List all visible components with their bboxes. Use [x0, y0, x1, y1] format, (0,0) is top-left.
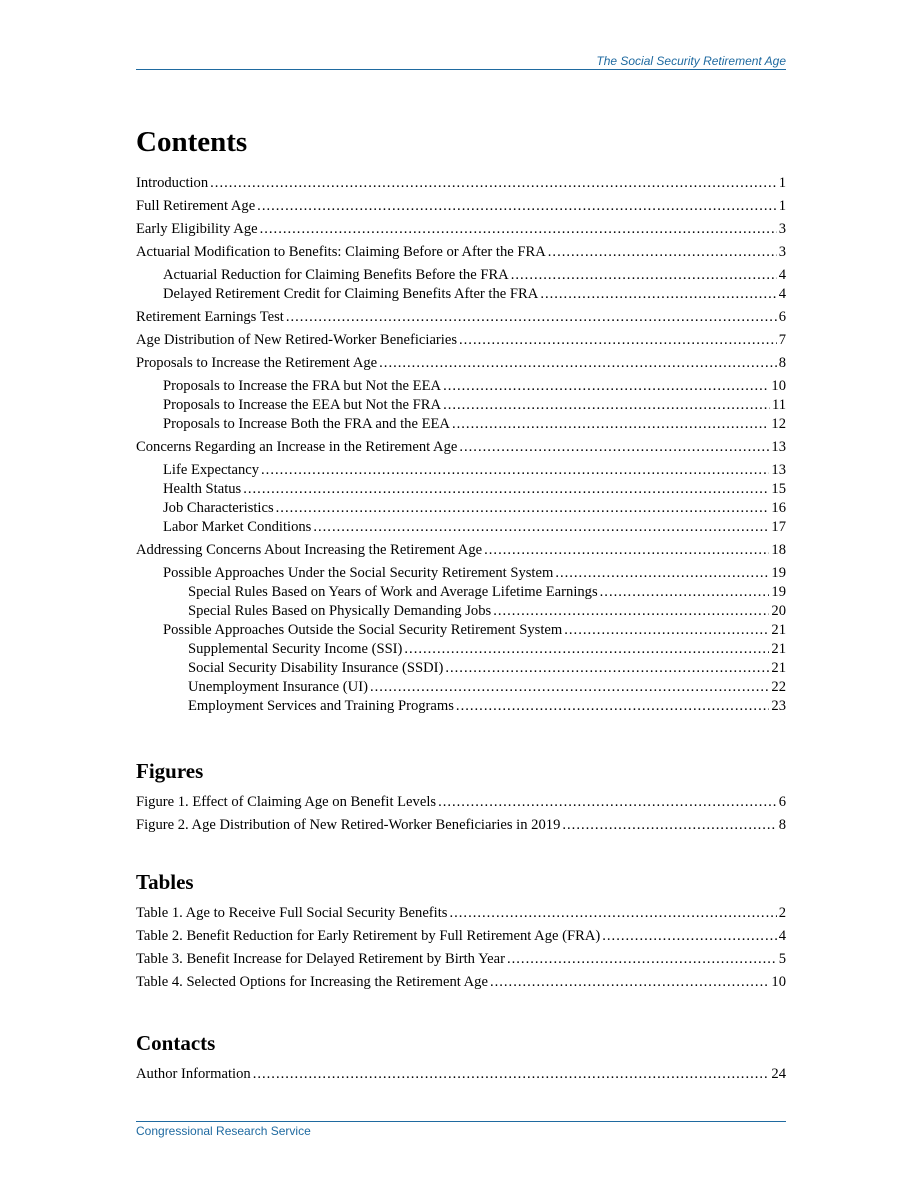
toc-entry[interactable]: Concerns Regarding an Increase in the Retirement Age ..... 13	[136, 438, 786, 457]
toc-entry[interactable]: Labor Market Conditions ..... 17	[136, 518, 786, 537]
toc-entry[interactable]: Social Security Disability Insurance (SSDI) ..... 21	[136, 659, 786, 678]
running-header-title: The Social Security Retirement Age	[596, 54, 786, 68]
toc-entry[interactable]: Possible Approaches Under the Social Security Retirement System ..... 19	[136, 564, 786, 583]
toc-entry[interactable]: Retirement Earnings Test ..... 6	[136, 308, 786, 327]
toc-entry[interactable]: Age Distribution of New Retired-Worker Beneficiaries ..... 7	[136, 331, 786, 350]
figures-heading: Figures	[136, 759, 204, 783]
tables-list	[136, 904, 786, 992]
toc-entry[interactable]: Possible Approaches Outside the Social Security Retirement System ..... 21	[136, 621, 786, 640]
toc-entry[interactable]: Employment Services and Training Programs ..... 23	[136, 697, 786, 716]
toc-entry[interactable]: Proposals to Increase the Retirement Age ..... 8	[136, 354, 786, 373]
toc-entry[interactable]: Life Expectancy ..... 13	[136, 461, 786, 480]
table-of-contents-page	[136, 124, 786, 1084]
figure-entry[interactable]: Figure 1. Effect of Claiming Age on Benefit Levels ..... 6	[136, 793, 786, 812]
contact-entry[interactable]: Author Information ..... 24	[136, 1065, 786, 1084]
running-footer-text: Congressional Research Service	[136, 1124, 311, 1138]
toc-entry[interactable]: Supplemental Security Income (SSI) ..... 21	[136, 640, 786, 659]
tables-heading: Tables	[136, 870, 194, 894]
toc-entry[interactable]: Actuarial Reduction for Claiming Benefits Before the FRA ..... 4	[136, 266, 786, 285]
toc-entry[interactable]: Special Rules Based on Years of Work and Average Lifetime Earnings ..... 19	[136, 583, 786, 602]
table-entry[interactable]: Table 1. Age to Receive Full Social Security Benefits ..... 2	[136, 904, 786, 923]
toc-entry[interactable]: Special Rules Based on Physically Demanding Jobs ..... 20	[136, 602, 786, 621]
contents-list	[136, 174, 786, 716]
toc-entry[interactable]: Introduction ..... 1	[136, 174, 786, 193]
toc-entry[interactable]: Proposals to Increase Both the FRA and the EEA ..... 12	[136, 415, 786, 434]
table-entry[interactable]: Table 4. Selected Options for Increasing the Retirement Age ..... 10	[136, 973, 786, 992]
toc-entry[interactable]: Job Characteristics ..... 16	[136, 499, 786, 518]
contacts-list	[136, 1065, 786, 1084]
toc-entry[interactable]: Unemployment Insurance (UI) ..... 22	[136, 678, 786, 697]
toc-entry[interactable]: Addressing Concerns About Increasing the Retirement Age ..... 18	[136, 541, 786, 560]
contacts-heading: Contacts	[136, 1031, 216, 1055]
running-footer	[136, 1121, 786, 1138]
figures-list	[136, 793, 786, 835]
running-header	[136, 54, 786, 70]
toc-entry[interactable]: Proposals to Increase the EEA but Not the FRA ..... 11	[136, 396, 786, 415]
toc-entry[interactable]: Health Status ..... 15	[136, 480, 786, 499]
toc-entry[interactable]: Delayed Retirement Credit for Claiming Benefits After the FRA ..... 4	[136, 285, 786, 304]
table-entry[interactable]: Table 2. Benefit Reduction for Early Retirement by Full Retirement Age (FRA) ..... 4	[136, 927, 786, 946]
toc-entry[interactable]: Early Eligibility Age ..... 3	[136, 220, 786, 239]
toc-entry[interactable]: Proposals to Increase the FRA but Not the EEA ..... 10	[136, 377, 786, 396]
toc-entry[interactable]: Actuarial Modification to Benefits: Claiming Before or After the FRA ..... 3	[136, 243, 786, 262]
contents-heading: Contents	[136, 126, 248, 158]
figure-entry[interactable]: Figure 2. Age Distribution of New Retired-Worker Beneficiaries in 2019 ..... 8	[136, 816, 786, 835]
toc-entry[interactable]: Full Retirement Age ..... 1	[136, 197, 786, 216]
table-entry[interactable]: Table 3. Benefit Increase for Delayed Retirement by Birth Year ..... 5	[136, 950, 786, 969]
